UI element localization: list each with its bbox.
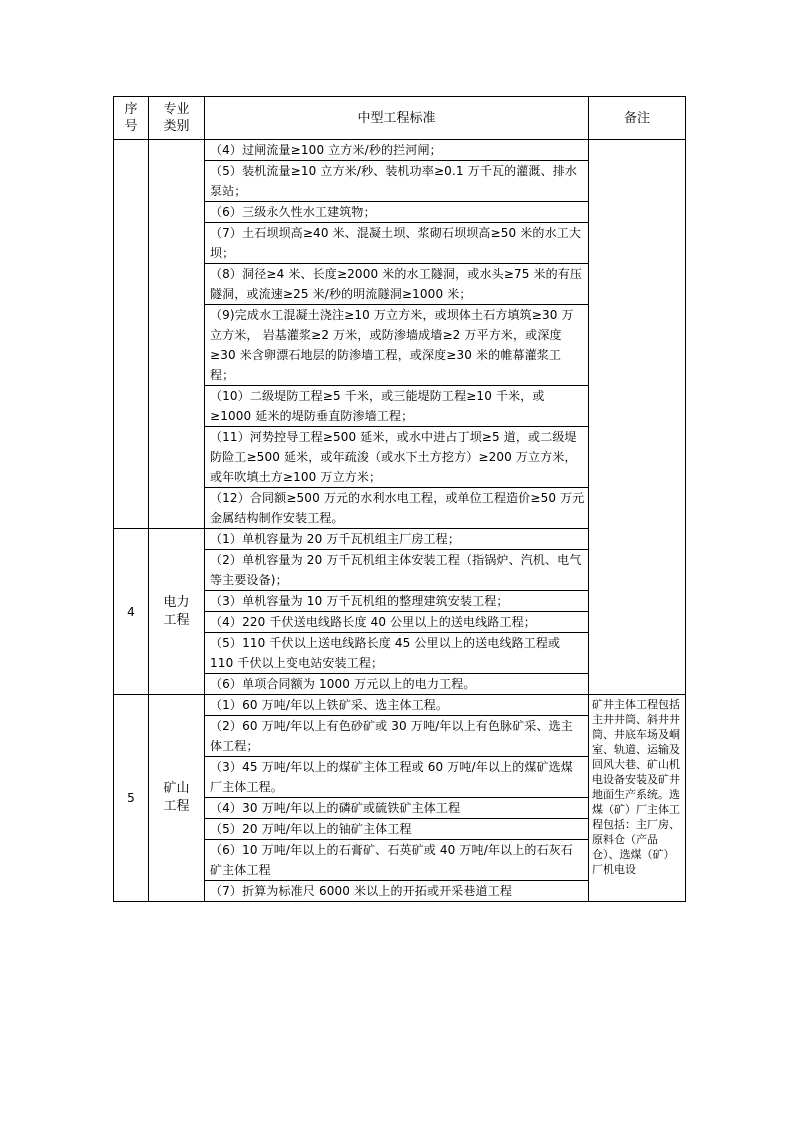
standard-item: （4）30 万吨/年以上的磷矿或硫铁矿主体工程 [205, 798, 589, 819]
group-seq [114, 140, 149, 529]
group-category [149, 140, 205, 529]
standard-item: （4）220 千伏送电线路长度 40 公里以上的送电线路工程； [205, 612, 589, 633]
standard-item: （1）60 万吨/年以上铁矿采、选主体工程。 [205, 695, 589, 716]
standard-item: （7）折算为标准尺 6000 米以上的开拓或开采巷道工程 [205, 881, 589, 902]
standard-item: （8）洞径≥4 米、长度≥2000 米的水工隧洞，或水头≥75 米的有压隧洞，或流速≥25 米/秒的明流隧洞≥1000 米； [205, 264, 589, 305]
header-standard: 中型工程标准 [205, 97, 589, 140]
engineering-standard-table [113, 96, 686, 902]
table-row [114, 695, 686, 716]
standard-item: （5）装机流量≥10 立方米/秒、装机功率≥0.1 万千瓦的灌溉、排水泵站； [205, 161, 589, 202]
category-line1: 矿山 [163, 781, 190, 796]
remark-cell [589, 140, 686, 695]
header-category-line2: 类别 [163, 119, 190, 134]
standard-item: （2）单机容量为 20 万千瓦机组主体安装工程（指锅炉、汽机、电气等主要设备)； [205, 550, 589, 591]
standard-item: （3）45 万吨/年以上的煤矿主体工程或 60 万吨/年以上的煤矿选煤厂主体工程。 [205, 757, 589, 798]
header-seq [114, 97, 149, 140]
group-seq: 4 [114, 529, 149, 695]
standard-item: （3）单机容量为 10 万千瓦机组的整理建筑安装工程； [205, 591, 589, 612]
category-line1: 电力 [163, 594, 190, 610]
standard-item: （5）20 万吨/年以上的铀矿主体工程 [205, 819, 589, 840]
table-header-row [114, 97, 686, 140]
group-seq: 5 [114, 695, 149, 902]
category-line2: 工程 [163, 799, 190, 814]
standard-item: （2）60 万吨/年以上有色砂矿或 30 万吨/年以上有色脉矿采、选主体工程； [205, 716, 589, 757]
header-category [149, 97, 205, 140]
table-row [114, 140, 686, 161]
header-remark: 备注 [589, 97, 686, 140]
standard-item: （5）110 千伏以上送电线路长度 45 公里以上的送电线路工程或 110 千伏以上变电站安装工程； [205, 633, 589, 674]
standard-item: （6）10 万吨/年以上的石膏矿、石英矿或 40 万吨/年以上的石灰石矿主体工程 [205, 840, 589, 881]
header-category-line1: 专业 [163, 102, 190, 117]
standard-item: （6）单项合同额为 1000 万元以上的电力工程。 [205, 674, 589, 695]
header-seq-line2: 号 [124, 119, 138, 134]
standard-item: （10）二级堤防工程≥5 千米，或三能堤防工程≥10 千米，或≥1000 延米的堤防垂直防渗墙工程； [205, 386, 589, 427]
standard-item: （11）河势控导工程≥500 延米，或水中进占丁坝≥5 道，或二级堤防险工≥500 延米，或年疏浚（或水下土方挖方）≥200 万立方米，或年吹填土方≥100 万立方米； [205, 427, 589, 488]
standard-item: （12）合同额≥500 万元的水利水电工程，或单位工程造价≥50 万元金属结构制作安装工程。 [205, 488, 589, 529]
standard-item: （6）三级永久性水工建筑物； [205, 202, 589, 223]
mining-remark: 矿井主体工程包括 主井井筒、斜井井筒、井底车场及峒室、轨道、运输及回风大巷、矿山机电设备安装及矿井地面生产系统。选煤（矿）厂主体工程包括：主厂房、原料仓（产品仓）、选煤（矿）厂机电设 [589, 695, 686, 902]
group-category [149, 529, 205, 695]
standard-item: （7）土石坝坝高≥40 米、混凝土坝、浆砌石坝坝高≥50 米的水工大坝； [205, 223, 589, 264]
standard-item: （4）过闸流量≥100 立方米/秒的拦河闸； [205, 140, 589, 161]
category-line2: 工程 [163, 612, 190, 628]
standard-item: （1）单机容量为 20 万千瓦机组主厂房工程； [205, 529, 589, 550]
standard-item: （9)完成水工混凝土浇注≥10 万立方米，或坝体土石方填筑≥30 万立方米， 岩基灌浆≥2 万米，或防渗墙成墙≥2 万平方米，或深度≥30 米含卵漂石地层的防渗墙工程，或深度≥30 米的帷幕灌浆工程； [205, 305, 589, 386]
header-seq-line1: 序 [124, 102, 138, 117]
group-category [149, 695, 205, 902]
